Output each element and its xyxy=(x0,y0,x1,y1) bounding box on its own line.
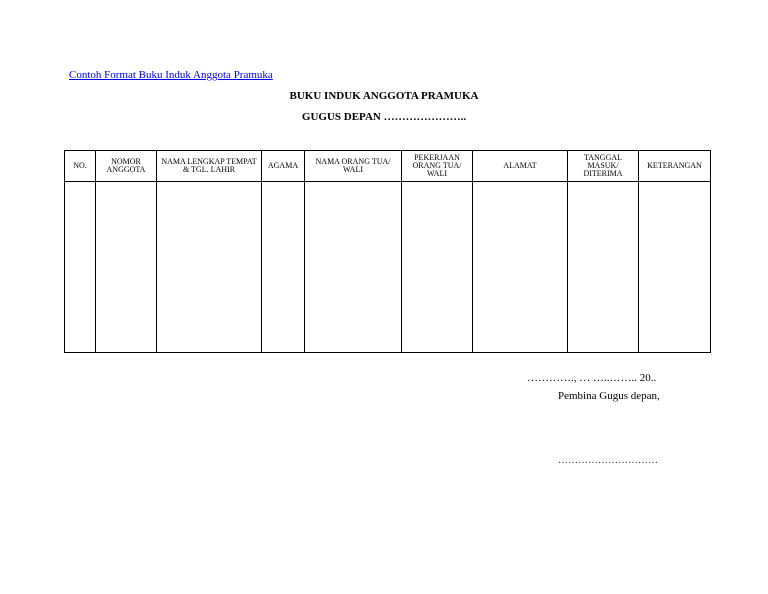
signature-role: Pembina Gugus depan, xyxy=(558,390,660,402)
cell-tanggal-masuk xyxy=(568,182,639,353)
cell-nama-lengkap xyxy=(157,182,262,353)
header-keterangan: KETERANGAN xyxy=(639,151,711,182)
header-agama: AGAMA xyxy=(262,151,305,182)
header-pekerjaan: PEKERJAAN ORANG TUA/ WALI xyxy=(402,151,473,182)
cell-nama-orang-tua xyxy=(305,182,402,353)
page-title: BUKU INDUK ANGGOTA PRAMUKA xyxy=(289,90,479,102)
header-tanggal-masuk: TANGGAL MASUK/ DITERIMA xyxy=(568,151,639,182)
cell-agama xyxy=(262,182,305,353)
table-row xyxy=(65,182,711,353)
header-alamat: ALAMAT xyxy=(473,151,568,182)
header-no: NO. xyxy=(65,151,96,182)
header-row xyxy=(65,151,711,182)
signature-date-line: …………., … …..…….. 20.. xyxy=(527,372,657,384)
document-link[interactable]: Contoh Format Buku Induk Anggota Pramuka xyxy=(69,69,273,81)
cell-keterangan xyxy=(639,182,711,353)
cell-pekerjaan xyxy=(402,182,473,353)
header-nama-orang-tua: NAMA ORANG TUA/ WALI xyxy=(305,151,402,182)
member-register-table xyxy=(64,150,711,353)
cell-nomor-anggota xyxy=(96,182,157,353)
cell-alamat xyxy=(473,182,568,353)
header-nama-lengkap: NAMA LENGKAP TEMPAT & TGL. LAHIR xyxy=(157,151,262,182)
cell-no xyxy=(65,182,96,353)
header-nomor-anggota: NOMOR ANGGOTA xyxy=(96,151,157,182)
signature-name-line: ………………………… xyxy=(558,455,658,466)
page-subtitle: GUGUS DEPAN ………………….. xyxy=(301,111,467,123)
